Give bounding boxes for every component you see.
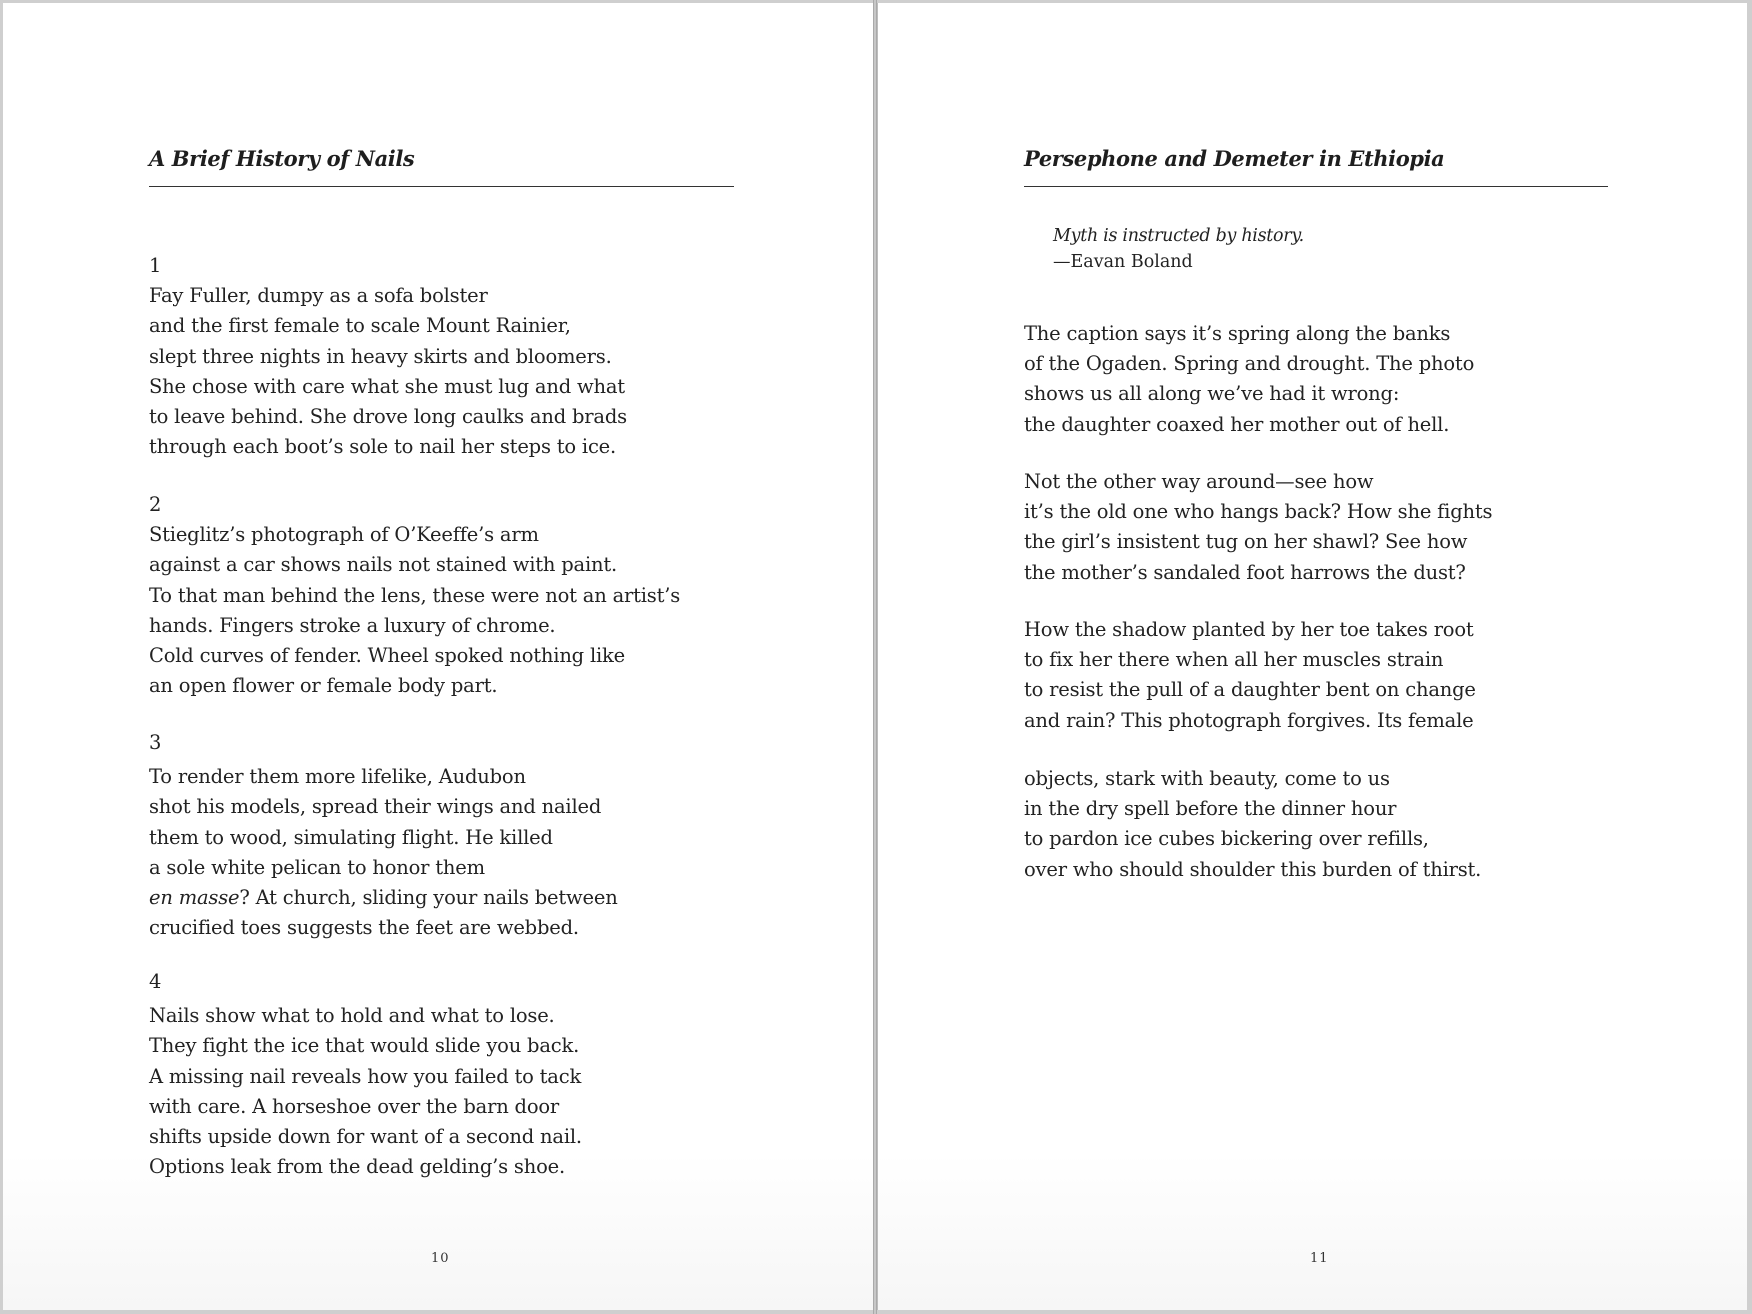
poem-line: of the Ogaden. Spring and drought. The photo — [1024, 352, 1475, 376]
poem-body — [149, 251, 627, 462]
poem-line: the girl’s insistent tug on her shawl? See how — [1024, 530, 1468, 554]
poem-line: crucified toes suggests the feet are webbed. — [149, 916, 579, 940]
poem-line: to resist the pull of a daughter bent on change — [1024, 678, 1476, 702]
epigraph-attribution: —Eavan Boland — [1053, 252, 1193, 272]
poem-line: and the first female to scale Mount Rainier, — [149, 314, 571, 338]
section-number: 2 — [149, 493, 162, 516]
poem-title: A Brief History of Nails — [149, 146, 415, 171]
poem-line: and rain? This photograph forgives. Its female — [1024, 708, 1474, 732]
poem-line: Fay Fuller, dumpy as a sofa bolster — [149, 284, 488, 308]
poem-line: To that man behind the lens, these were not an artist’s — [149, 583, 681, 607]
poem-line: Cold curves of fender. Wheel spoked nothing like — [149, 644, 625, 668]
section-number: 1 — [149, 254, 162, 277]
poem-line: A missing nail reveals how you failed to tack — [149, 1064, 582, 1088]
poem-body — [149, 728, 618, 943]
poem-body — [149, 490, 680, 701]
poem-line: an open flower or female body part. — [149, 674, 498, 698]
poem-line: against a car shows nails not stained with paint. — [149, 553, 618, 577]
poem-line: They fight the ice that would slide you back. — [149, 1034, 580, 1058]
stanza — [1024, 319, 1474, 440]
poem-line: them to wood, simulating flight. He killed — [149, 825, 553, 849]
poem-line: shows us all along we’ve had it wrong: — [1024, 382, 1400, 406]
page-number: 11 — [1310, 1251, 1329, 1266]
poem-line: over who should shoulder this burden of thirst. — [1024, 857, 1482, 881]
section-number: 4 — [149, 970, 162, 993]
poem-line: Options leak from the dead gelding’s shoe. — [149, 1155, 565, 1179]
poem-line: with care. A horseshoe over the barn door — [149, 1094, 560, 1118]
poem-line: to fix her there when all her muscles strain — [1024, 648, 1444, 672]
poem-line: She chose with care what she must lug and what — [149, 374, 625, 398]
section-number: 3 — [149, 731, 162, 754]
title-rule — [1024, 186, 1608, 187]
poem-line: To render them more lifelike, Audubon — [149, 765, 526, 789]
title-rule — [149, 186, 734, 187]
poem-line: in the dry spell before the dinner hour — [1024, 797, 1397, 821]
stanza — [1024, 764, 1481, 885]
poem-line: to leave behind. She drove long caulks and brads — [149, 405, 627, 429]
poem-line: it’s the old one who hangs back? How she fights — [1024, 500, 1493, 524]
stanza — [1024, 615, 1476, 736]
poem-line: objects, stark with beauty, come to us — [1024, 767, 1390, 790]
poem-line: Nails show what to hold and what to lose. — [149, 1004, 555, 1028]
epigraph-quote: Myth is instructed by history. — [1053, 226, 1304, 246]
left-page — [3, 3, 874, 1310]
poem-line: Stieglitz’s photograph of O’Keeffe’s arm — [149, 523, 539, 547]
poem-title: Persephone and Demeter in Ethiopia — [1024, 146, 1445, 171]
epigraph — [1053, 223, 1304, 275]
line-continuation: ? At church, sliding your nails between — [239, 886, 618, 910]
italic-phrase: en masse — [149, 886, 240, 910]
page-number: 10 — [431, 1251, 450, 1266]
stanza — [1024, 467, 1492, 588]
poem-line — [149, 883, 618, 913]
poem-line: shot his models, spread their wings and nailed — [149, 795, 602, 819]
poem-body — [149, 967, 582, 1182]
poem-line: to pardon ice cubes bickering over refills, — [1024, 827, 1429, 851]
right-page — [877, 3, 1747, 1310]
poem-line: slept three nights in heavy skirts and bloomers. — [149, 344, 612, 368]
poem-line: a sole white pelican to honor them — [149, 855, 485, 879]
poem-line: shifts upside down for want of a second nail. — [149, 1125, 582, 1149]
poem-line: through each boot’s sole to nail her steps to ice. — [149, 435, 617, 459]
poem-line: The caption says it’s spring along the banks — [1024, 322, 1451, 345]
poem-line: the mother’s sandaled foot harrows the dust? — [1024, 560, 1466, 584]
poem-line: hands. Fingers stroke a luxury of chrome. — [149, 613, 556, 637]
poem-line: the daughter coaxed her mother out of hell. — [1024, 412, 1450, 436]
poem-line: How the shadow planted by her toe takes root — [1024, 618, 1474, 641]
poem-line: Not the other way around—see how — [1024, 470, 1374, 493]
